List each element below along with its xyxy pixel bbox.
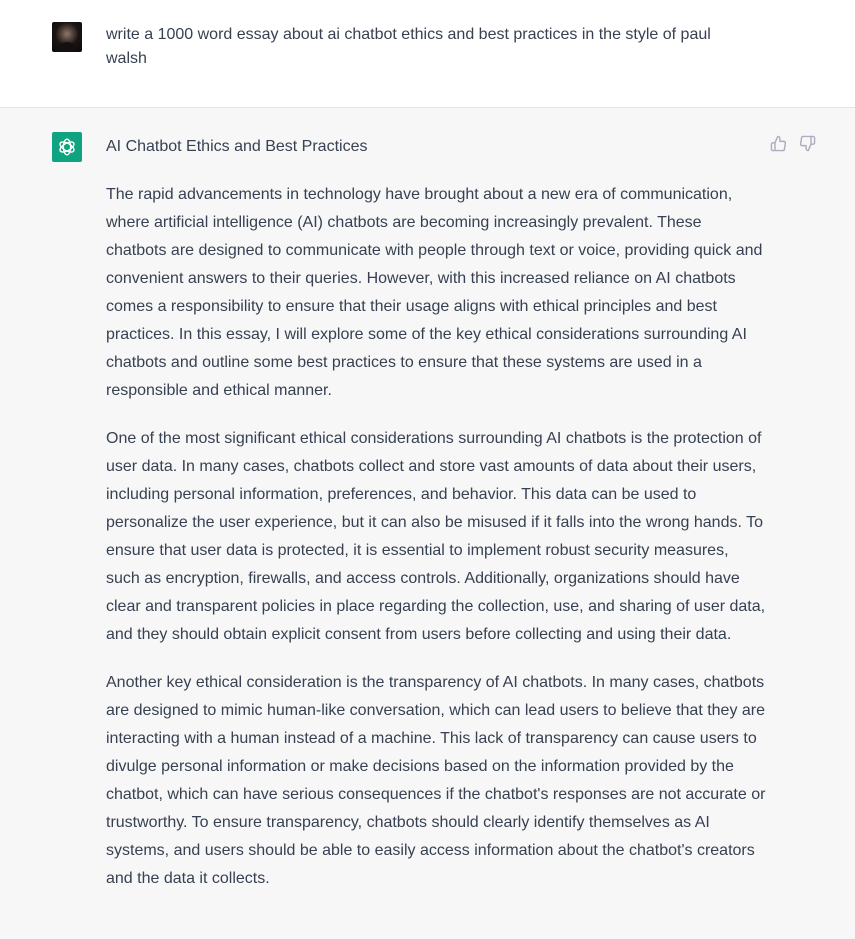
user-message-row — [0, 0, 855, 108]
user-avatar — [52, 22, 82, 52]
assistant-message-row — [0, 108, 855, 887]
thumbs-down-icon[interactable] — [799, 135, 816, 152]
essay-paragraph: Another key ethical consideration is the transparency of AI chatbots. In many cases, chatbots are designed to mimic human-like conversation, which can lead users to believe that they are interacting with a human instead of a machine. This lack of transparency can cause users to divulge personal information or make decisions based on the information provided by the chatbot, which can have serious consequences if the chatbot's responses are not accurate or trustworthy. To ensure transparency, chatbots should clearly identify themselves as AI systems, and users should be able to easily access information about the chatbot's creators and the data it collects. — [106, 674, 766, 887]
feedback-actions — [770, 135, 816, 152]
essay-paragraph: One of the most significant ethical considerations surrounding AI chatbots is the protection of user data. In many cases, chatbots collect and store vast amounts of data about their users, including personal information, preferences, and behavior. This data can be used to personalize the user experience, but it can also be misused if it falls into the wrong hands. To ensure that user data is protected, it is essential to implement robust security measures, such as encryption, firewalls, and access controls. Additionally, organizations should have clear and transparent policies in place regarding the collection, use, and sharing of user data, and they should obtain explicit consent from users before collecting and using their data. — [106, 430, 766, 643]
thumbs-up-icon[interactable] — [770, 135, 787, 152]
chatgpt-logo-icon — [52, 132, 82, 162]
essay-title: AI Chatbot Ethics and Best Practices — [106, 138, 368, 155]
essay-paragraph: The rapid advancements in technology have brought about a new era of communication, where artificial intelligence (AI) chatbots are becoming increasingly prevalent. These chatbots are designed to communicate with people through text or voice, providing quick and convenient answers to their queries. However, with this increased reliance on AI chatbots comes a responsibility to ensure that their usage aligns with ethical principles and best practices. In this essay, I will explore some of the key ethical considerations surrounding AI chatbots and outline some best practices to ensure that these systems are used in a responsible and ethical manner. — [106, 186, 763, 399]
user-message-text: write a 1000 word essay about ai chatbot ethics and best practices in the style of paul walsh — [106, 26, 711, 67]
assistant-message-content — [106, 133, 766, 913]
